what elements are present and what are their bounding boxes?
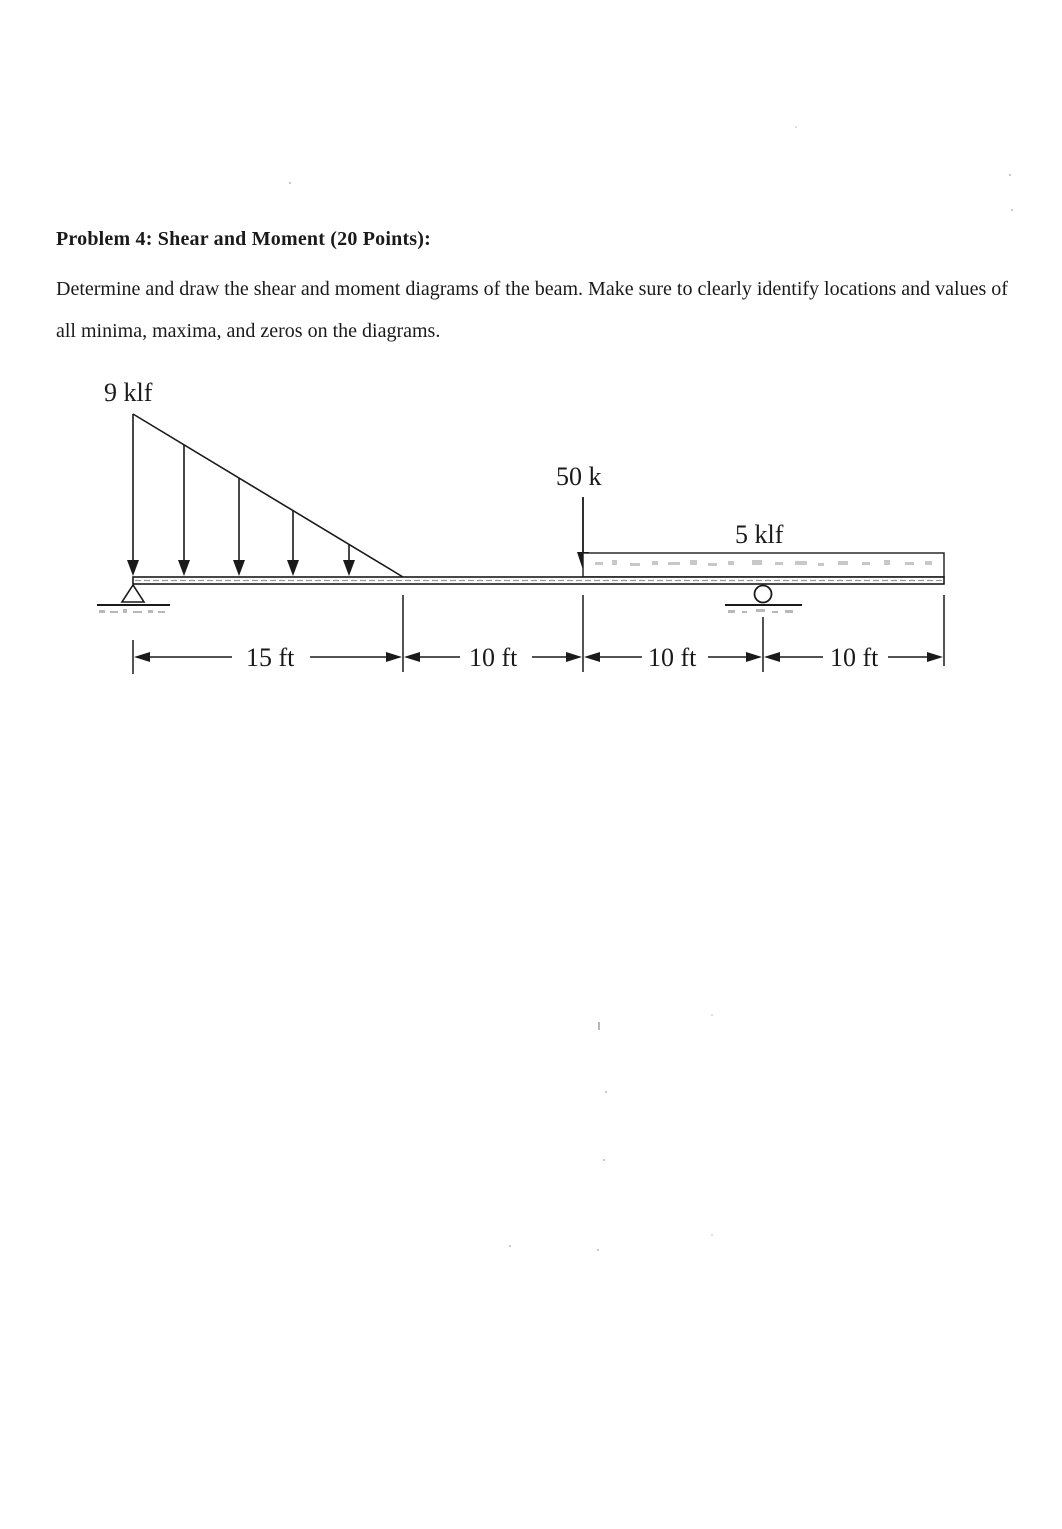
triangular-load	[133, 414, 403, 577]
arrow-left-icon	[134, 652, 150, 662]
arrow-right-icon	[746, 652, 762, 662]
down-arrow-icon	[343, 560, 355, 576]
beam	[133, 577, 944, 584]
problem-title: Problem 4: Shear and Moment (20 Points):	[56, 228, 432, 250]
uniform-load-label: 5 klf	[735, 520, 784, 549]
dimension-label: 10 ft	[469, 643, 518, 672]
dimension-label: 10 ft	[830, 643, 879, 672]
down-arrow-icon	[233, 560, 245, 576]
down-arrow-icon	[178, 560, 190, 576]
dimension-label: 10 ft	[648, 643, 697, 672]
distributed-load-label: 9 klf	[104, 378, 153, 407]
roller-support-icon	[725, 586, 802, 614]
arrow-right-icon	[927, 652, 943, 662]
triangular-load-arrowheads	[127, 560, 355, 576]
arrow-right-icon	[386, 652, 402, 662]
arrow-left-icon	[404, 652, 420, 662]
arrow-left-icon	[584, 652, 600, 662]
scan-specks	[289, 126, 1013, 1251]
arrow-left-icon	[764, 652, 780, 662]
down-arrow-icon	[127, 560, 139, 576]
point-load-label: 50 k	[556, 462, 602, 491]
pin-support-icon	[97, 585, 170, 613]
arrow-right-icon	[566, 652, 582, 662]
problem-statement: Determine and draw the shear and moment diagrams of the beam. Make sure to clearly identify locations and values of all minima, maxima, and zeros on the diagrams.	[56, 278, 1008, 342]
uniform-load-block	[583, 553, 944, 577]
down-arrow-icon	[287, 560, 299, 576]
dimension-label: 15 ft	[246, 643, 295, 672]
